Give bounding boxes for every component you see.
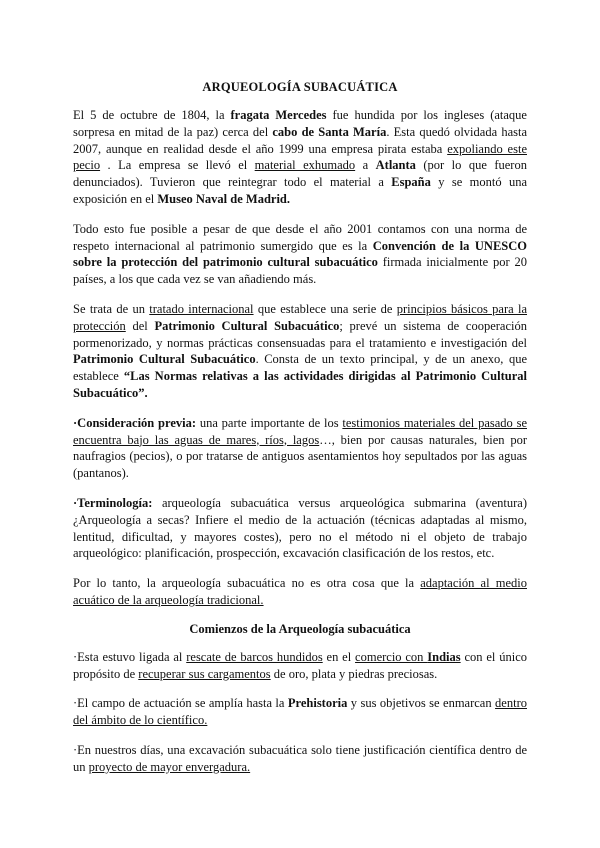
text-run: Todo esto fue posible a pesar de que desde el año 2001 contamos con una norma de respeto internacional al patrimonio sumergido que es la <box>73 221 527 253</box>
text-run: ·El campo de actuación se amplía hasta la <box>73 696 288 711</box>
paragraph-conclusion <box>73 575 527 609</box>
text-run: firmada inicialmente por 20 países, a los que cada vez se van añadiendo más. <box>73 255 528 287</box>
text-run: . Consta de un texto principal, y de un anexo, que establece <box>73 352 527 384</box>
text-run: adaptación al medio acuático de la arqueología tradicional. <box>73 576 527 607</box>
text-run: Indias <box>427 649 461 664</box>
text-run: España <box>391 175 431 190</box>
text-run: Museo Naval de Madrid. <box>157 191 290 206</box>
text-run: Por lo tanto, la arqueología subacuática no es otra cosa que la <box>73 576 421 591</box>
text-run: comercio con <box>355 649 428 664</box>
text-run: tratado internacional <box>149 301 254 316</box>
text-run: y sus objetivos se enmarcan <box>347 696 496 711</box>
text-run: con el único propósito de <box>73 649 527 681</box>
text-run: expoliando este pecio <box>73 141 527 173</box>
paragraph-prehistoria <box>73 695 527 729</box>
text-run: testimonios materiales del pasado se encuentra bajo las aguas de mares, ríos, lagos <box>73 415 527 447</box>
text-run: de oro, plata y piedras preciosas. <box>270 666 438 681</box>
text-run: ·Terminología: <box>73 495 153 510</box>
text-run: proyecto de mayor envergadura. <box>88 759 251 774</box>
text-run: en el <box>322 649 356 664</box>
document-title: ARQUEOLOGÍA SUBACUÁTICA <box>202 80 398 94</box>
text-run: dentro del ámbito de lo científico. <box>73 696 527 728</box>
paragraph-fragata-mercedes <box>73 107 527 208</box>
text-run: una parte importante de los <box>196 415 343 430</box>
text-run: del <box>125 318 155 333</box>
text-run: “Las Normas relativas a las actividades dirigidas al Patrimonio Cultural Subacuático”. <box>73 369 527 400</box>
text-run: El 5 de octubre de 1804, la <box>73 108 231 122</box>
text-run: que establece una serie de <box>253 301 397 316</box>
text-run: fue hundida por los ingleses (ataque sorpresa en mitad de la paz) cerca del <box>73 108 527 139</box>
text-run: fragata Mercedes <box>230 108 327 122</box>
section-subtitle: Comienzos de la Arqueología subacuática <box>189 621 411 636</box>
text-run: rescate de barcos hundidos <box>186 649 323 664</box>
text-run: Patrimonio Cultural Subacuático <box>154 318 340 333</box>
text-run: principios básicos para la protección <box>73 301 528 333</box>
text-run: Convención de la UNESCO sobre la protección del patrimonio cultural subacuático <box>73 238 527 270</box>
text-run: ·Esta estuvo ligada al <box>73 649 187 664</box>
text-run: recuperar sus cargamentos <box>138 666 271 681</box>
paragraph-terminologia <box>73 495 527 562</box>
text-run: Se trata de un <box>73 301 150 316</box>
text-run: material exhumado <box>254 158 356 173</box>
text-run: ·Consideración previa: <box>73 415 197 430</box>
paragraph-convencion-unesco <box>73 221 527 288</box>
text-run: ; prevé un sistema de cooperación pormenorizado, y normas prácticas consensuadas para el tratamiento e investigación del <box>73 318 527 350</box>
text-run: cabo de Santa María <box>272 124 387 139</box>
text-run: …, bien por causas naturales, bien por naufragios (pecios), o por tratarse de antiguos asentamientos hoy sepultados por las aguas (pantanos). <box>73 432 527 481</box>
text-run: arqueología subacuática versus arqueológica submarina (aventura) ¿Arqueología a secas? Infiere el medio de la actuación (técnicas adaptadas al mismo, lentitud, dificultad, y mayores costes), pero no el método ni el objeto de trabajo arqueológico: planificación, prospección, excavación clasificación de los restos, etc. <box>73 495 527 561</box>
paragraph-nuestros-dias <box>73 742 527 776</box>
paragraph-tratado-internacional <box>73 301 527 402</box>
text-run: a <box>355 158 376 173</box>
text-run: Atlanta <box>375 158 416 173</box>
text-run: y se montó una exposición en el <box>73 175 527 206</box>
text-run: ·En nuestros días, una excavación subacuática solo tiene justificación científica dentro de un <box>73 742 527 774</box>
text-run: . La empresa se llevó el <box>100 158 255 173</box>
paragraph-rescate-barcos <box>73 649 527 683</box>
paragraph-consideracion-previa <box>73 415 527 482</box>
text-run: (por lo que fueron denunciados). Tuvieron que reintegrar todo el material a <box>73 158 527 190</box>
text-run: . Esta quedó olvidada hasta 2007, aunque en realidad desde el año 1999 una empresa pirata estaba <box>73 124 527 156</box>
text-run: Patrimonio Cultural Subacuático <box>73 352 256 367</box>
text-run: Prehistoria <box>287 696 348 711</box>
